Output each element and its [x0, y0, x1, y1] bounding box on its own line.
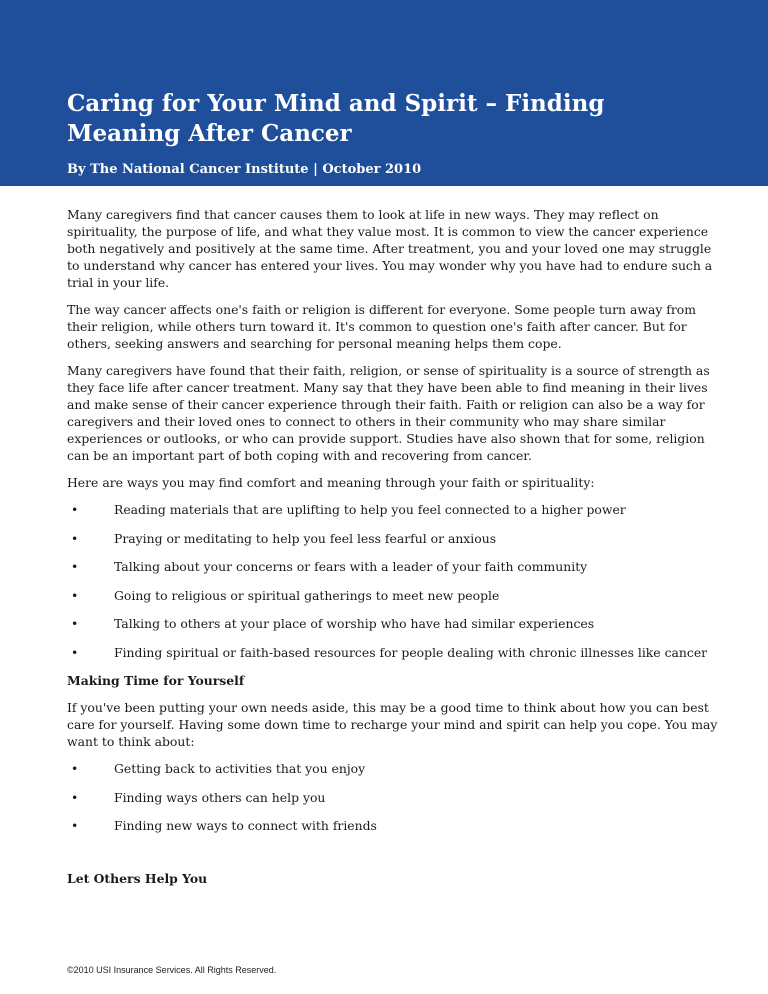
bullet-icon: •: [71, 818, 79, 833]
list-item: [67, 530, 727, 547]
header-banner: [0, 0, 768, 186]
list-item: [67, 789, 727, 806]
article-body: [67, 206, 727, 897]
list-item: [67, 558, 727, 575]
section-heading-let-others-help: Let Others Help You: [67, 870, 208, 886]
list-item: [67, 760, 727, 777]
footer-copyright: ©2010 USI Insurance Services. All Rights Reserved.: [67, 965, 277, 975]
page-title: [67, 89, 707, 149]
bullet-icon: •: [71, 502, 79, 517]
spacer: [67, 846, 727, 870]
bullet-icon: •: [71, 587, 79, 603]
bullet-icon: •: [71, 761, 79, 776]
list-item-text: Talking about your concerns or fears with a leader of your faith community: [114, 559, 588, 574]
bullet-icon: •: [71, 789, 79, 805]
list-item-text: Getting back to activities that you enjoy: [114, 761, 366, 776]
list-item-text: Finding ways others can help you: [114, 789, 326, 805]
list-item: [67, 817, 727, 834]
section-heading-making-time: Making Time for Yourself: [67, 673, 245, 688]
bullet-icon: •: [71, 644, 79, 660]
list-item-text: Talking to others at your place of worship who have had similar experiences: [114, 616, 595, 631]
list-item: [67, 644, 727, 661]
bullet-icon: •: [71, 559, 79, 574]
list-item-text: Finding spiritual or faith-based resources for people dealing with chronic illnesses like cancer: [114, 644, 708, 660]
paragraph-3: Many caregivers have found that their faith, religion, or sense of spirituality is a source of strength as they face life after cancer treatment. Many say that they have been able to find meaning in their lives and make sense of their cancer experience through their faith. Faith or religion can also be a way for caregivers and their loved ones to connect to others in their community who may share similar experiences or outlooks, or who can provide support. Studies have also shown that for some, religion can be an important part of both coping with and recovering from cancer.: [67, 363, 710, 463]
bullet-icon: •: [71, 530, 79, 546]
list-item-text: Reading materials that are uplifting to help you feel connected to a higher power: [114, 502, 626, 517]
paragraph-1: Many caregivers find that cancer causes them to look at life in new ways. They may reflect on spirituality, the purpose of life, and what they value most. It is common to view the cancer experience both negatively and positively at the same time. After treatment, you and your loved one may struggle to understand why cancer has entered your lives. You may wonder why you have had to endure such a trial in your life.: [67, 207, 713, 290]
paragraph-5: If you've been putting your own needs aside, this may be a good time to think about how you can best care for yourself. Having some down time to recharge your mind and spirit can help you cope. You may want to think about:: [67, 700, 718, 749]
bullet-icon: •: [71, 616, 79, 631]
list-item: [67, 615, 727, 632]
title-line-1: Caring for Your Mind and Spirit – Finding: [67, 90, 605, 117]
list-item-text: Praying or meditating to help you feel less fearful or anxious: [114, 530, 497, 546]
list-item: [67, 587, 727, 604]
faith-list: [67, 501, 727, 661]
paragraph-4: Here are ways you may find comfort and meaning through your faith or spirituality:: [67, 475, 595, 490]
list-item-text: Finding new ways to connect with friends: [114, 818, 377, 833]
title-line-2: Meaning After Cancer: [67, 120, 352, 147]
byline: By The National Cancer Institute | October 2010: [67, 162, 422, 177]
self-care-list: [67, 760, 727, 834]
list-item: [67, 501, 727, 518]
list-item-text: Going to religious or spiritual gatherings to meet new people: [114, 587, 500, 603]
paragraph-2: The way cancer affects one's faith or religion is different for everyone. Some people turn away from their religion, while others turn toward it. It's common to question one's faith after cancer. But for others, seeking answers and searching for personal meaning helps them cope.: [67, 302, 697, 351]
